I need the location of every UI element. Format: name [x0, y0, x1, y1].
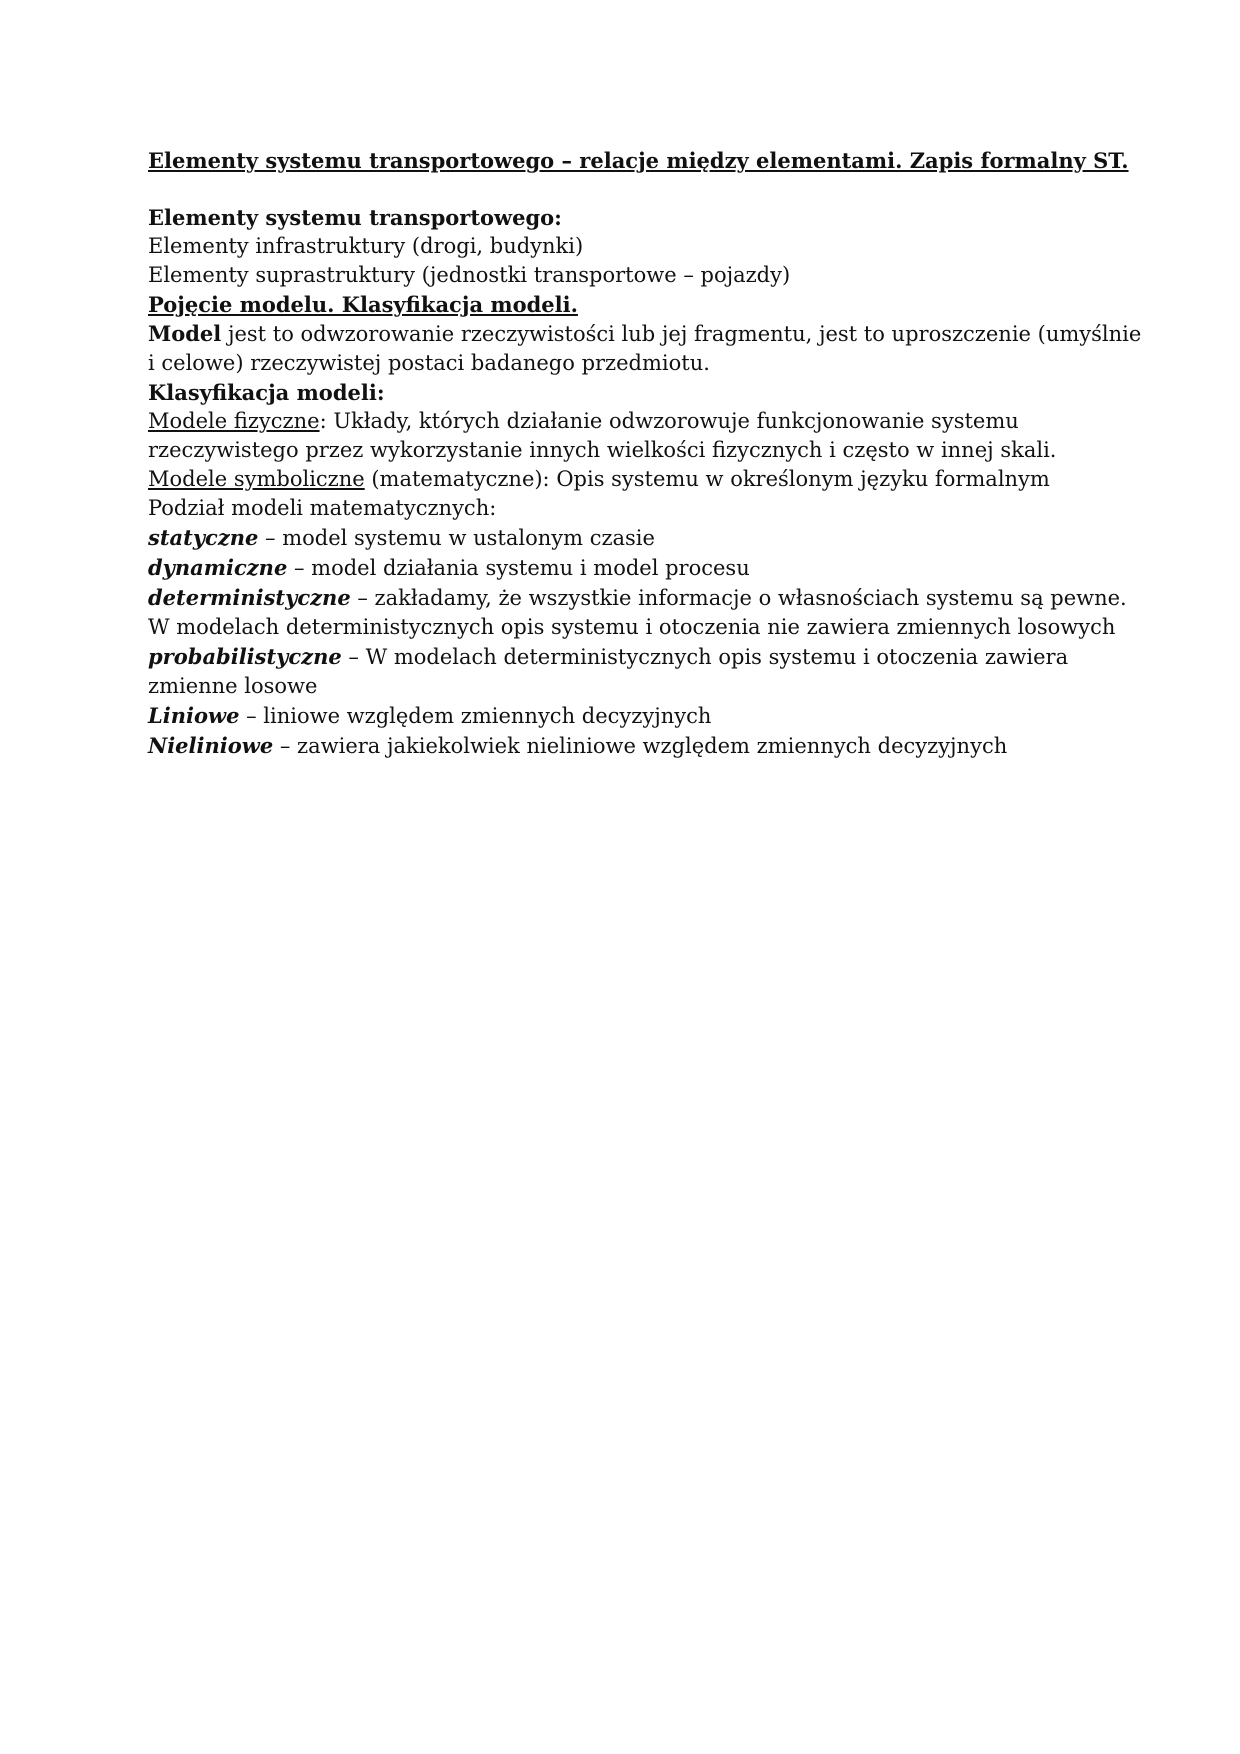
document-body [148, 146, 1142, 761]
symbolic-models-term: Modele symboliczne [148, 467, 365, 491]
probabilistic-desc: – W modelach deterministycznych opis systemu i otoczenia zawiera [341, 645, 1069, 669]
physical-models-term: Modele fizyczne [148, 409, 320, 433]
symbolic-models-text: (matematyczne): Opis systemu w określonym języku formalnym [364, 467, 1050, 491]
linear-term: Liniowe [148, 703, 240, 728]
deterministic-term: deterministyczne [148, 585, 351, 610]
model-definition-text: jest to odwzorowanie rzeczywistości lub jej fragmentu, jest to uproszczenie (umyślnie [221, 322, 1142, 346]
suprastructure-line: Elementy suprastruktury (jednostki transportowe – pojazdy) [148, 263, 791, 287]
nonlinear-desc: – zawiera jakiekolwiek nieliniowe względem zmiennych decyzyjnych [273, 734, 1008, 758]
elements-heading: Elementy systemu transportowego: [148, 205, 562, 230]
physical-models-line-1 [148, 407, 1108, 436]
probabilistic-term: probabilistyczne [148, 644, 342, 669]
static-line [148, 523, 1108, 553]
symbolic-models-line [148, 465, 1108, 494]
model-definition-line-2: i celowe) rzeczywistej postaci badanego przedmiotu. [148, 351, 710, 375]
dynamic-line [148, 553, 1108, 583]
nonlinear-term: Nieliniowe [148, 733, 274, 758]
deterministic-line-2: W modelach deterministycznych opis systemu i otoczenia nie zawiera zmiennych losowych [148, 615, 1116, 639]
document-title: Elementy systemu transportowego – relacje między elementami. Zapis formalny ST. [148, 148, 1129, 173]
physical-models-text: : Układy, których działanie odwzorowuje funkcjonowanie systemu [319, 409, 1019, 433]
static-term: statyczne [148, 525, 259, 550]
nonlinear-line [148, 731, 1108, 761]
physical-models-line-2: rzeczywistego przez wykorzystanie innych wielkości fizycznych i często w innej skali. [148, 438, 1057, 462]
model-definition-line-1 [148, 319, 1142, 349]
model-term: Model [148, 321, 222, 346]
dynamic-term: dynamiczne [148, 555, 288, 580]
static-desc: – model systemu w ustalonym czasie [258, 526, 655, 550]
probabilistic-line-2: zmienne losowe [148, 674, 318, 698]
deterministic-desc: – zakładamy, że wszystkie informacje o własnościach systemu są pewne. [350, 586, 1127, 610]
linear-desc: – liniowe względem zmiennych decyzyjnych [239, 704, 712, 728]
dynamic-desc: – model działania systemu i model procesu [287, 556, 750, 580]
probabilistic-line-1 [148, 642, 1108, 672]
model-heading: Pojęcie modelu. Klasyfikacja modeli. [148, 292, 578, 317]
deterministic-line-1 [148, 583, 1127, 613]
linear-line [148, 701, 1108, 731]
infrastructure-line: Elementy infrastruktury (drogi, budynki) [148, 234, 584, 258]
classification-heading: Klasyfikacja modeli: [148, 380, 385, 405]
division-line: Podział modeli matematycznych: [148, 496, 497, 520]
